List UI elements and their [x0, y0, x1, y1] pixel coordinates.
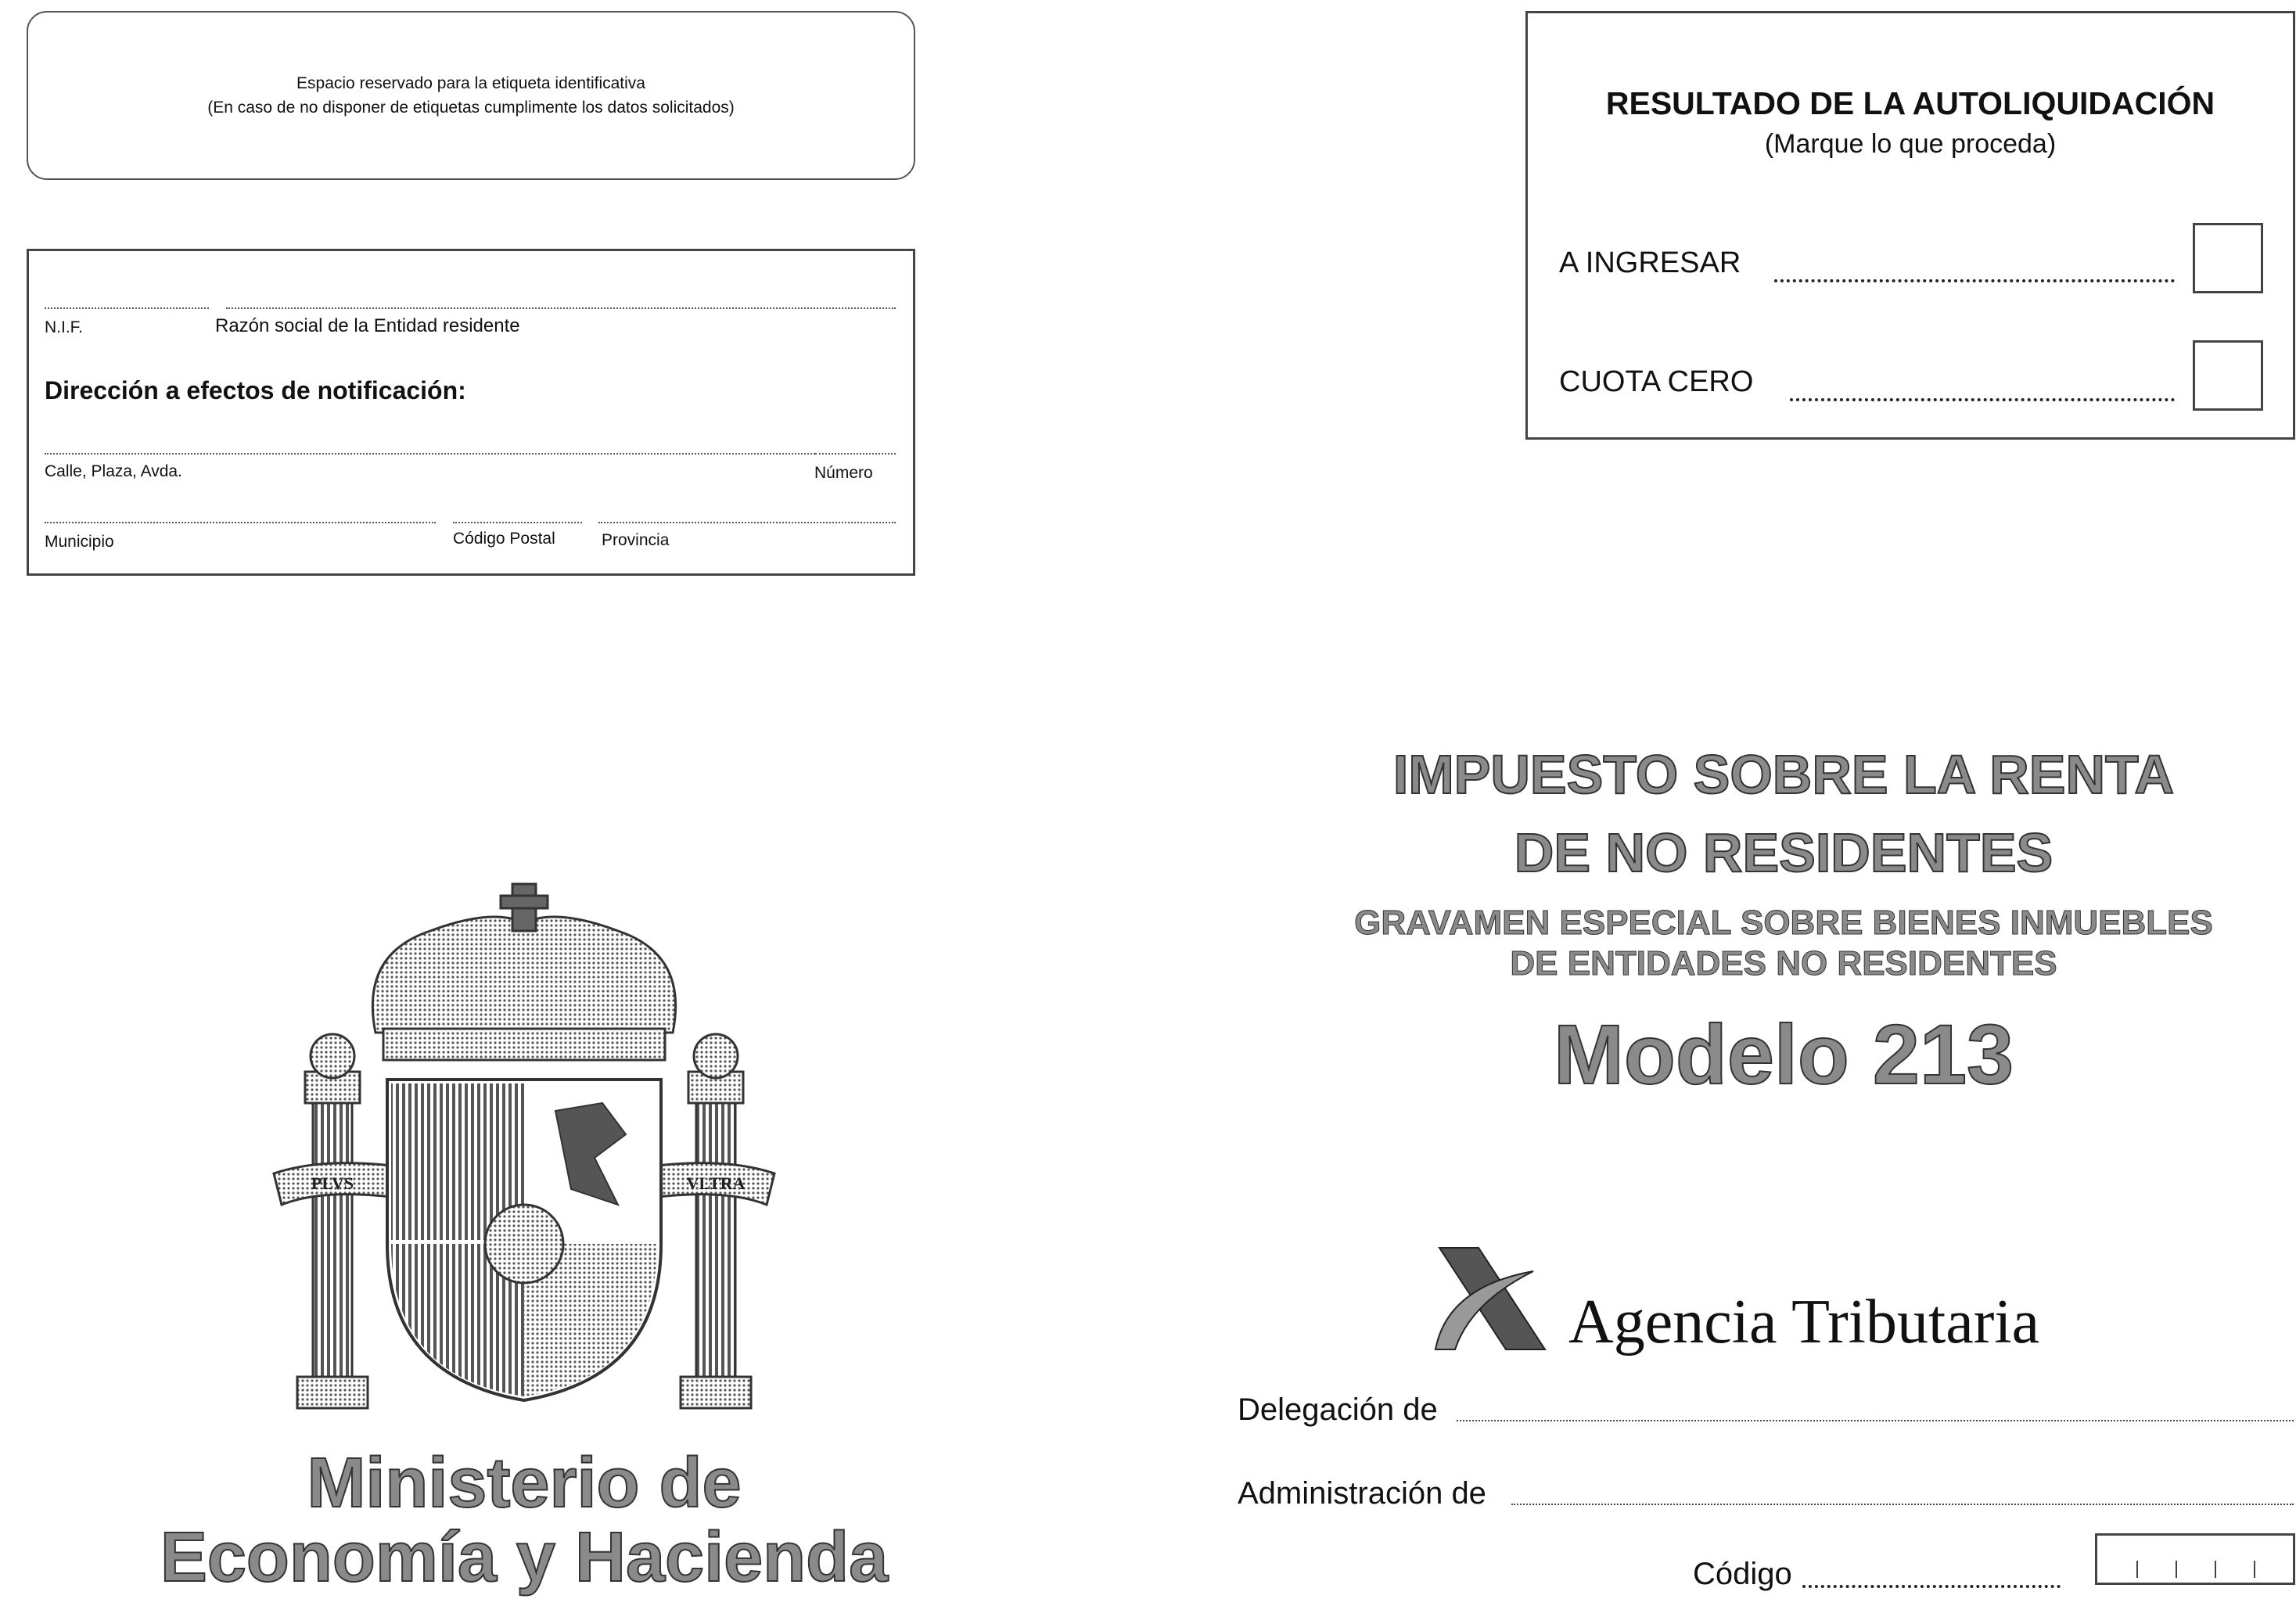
razon-social-field[interactable]: [226, 307, 896, 309]
cuota-cero-leader: [1790, 398, 2175, 401]
label-space-box: [27, 11, 915, 180]
ministry-line1: Ministerio de: [307, 1444, 742, 1522]
codigo-input-box[interactable]: [2095, 1533, 2295, 1585]
administracion-label: Administración de: [1238, 1476, 1486, 1511]
codigo-leader: [1802, 1585, 2061, 1588]
shield-icon: [387, 1080, 661, 1400]
codigo-label: Código: [1693, 1557, 1792, 1591]
notification-address-title: Dirección a efectos de notificación:: [45, 376, 466, 404]
code-box-divider: [2215, 1561, 2216, 1578]
postal-code-field[interactable]: [453, 522, 582, 523]
cuota-cero-checkbox[interactable]: [2193, 340, 2263, 411]
model-title: Modelo 213: [1553, 1007, 2014, 1101]
title-line2: DE NO RESIDENTES: [1514, 822, 2053, 883]
code-box-divider: [2176, 1561, 2177, 1578]
left-pillar-icon: [297, 1034, 368, 1408]
label-box-line1: Espacio reservado para la etiqueta identificativa: [296, 74, 645, 92]
street-field[interactable]: [45, 453, 815, 455]
provincia-field[interactable]: [598, 522, 896, 523]
title-line3: GRAVAMEN ESPECIAL SOBRE BIENES INMUEBLES: [1354, 904, 2213, 942]
postal-code-label: Código Postal: [453, 530, 555, 548]
ingresar-label: A INGRESAR: [1559, 246, 1741, 279]
agencia-tributaria-logo-icon: [1424, 1240, 1549, 1357]
razon-social-label: Razón social de la Entidad residente: [215, 315, 520, 336]
result-title: RESULTADO DE LA AUTOLIQUIDACIÓN: [1605, 85, 2215, 121]
crown-icon: [372, 884, 675, 1060]
nif-label: N.I.F.: [45, 318, 84, 336]
label-box-line2: (En caso de no disponer de etiquetas cumplimente los datos solicitados): [207, 99, 735, 117]
title-line1: IMPUESTO SOBRE LA RENTA: [1392, 744, 2175, 805]
administracion-field[interactable]: [1511, 1504, 2294, 1505]
ministry-line2: Economía y Hacienda: [160, 1518, 889, 1597]
municipio-field[interactable]: [45, 522, 436, 523]
number-label: Número: [814, 464, 873, 482]
street-label: Calle, Plaza, Avda.: [45, 462, 182, 480]
delegacion-label: Delegación de: [1238, 1392, 1438, 1427]
code-box-divider: [2254, 1561, 2255, 1578]
right-pillar-icon: [681, 1034, 751, 1408]
coat-of-arms-emblem: [258, 876, 790, 1424]
identification-box: [27, 249, 915, 576]
ingresar-checkbox[interactable]: [2193, 223, 2263, 293]
delegacion-field[interactable]: [1457, 1420, 2294, 1421]
result-subtitle: (Marque lo que proceda): [1764, 129, 2057, 159]
provincia-label: Provincia: [602, 531, 670, 549]
municipio-label: Municipio: [45, 533, 114, 551]
result-box: [1525, 11, 2295, 440]
nif-field[interactable]: [45, 307, 209, 309]
title-line4: DE ENTIDADES NO RESIDENTES: [1510, 944, 2057, 983]
cuota-cero-label: CUOTA CERO: [1559, 365, 1754, 398]
motto-left: PLVS: [311, 1173, 354, 1193]
motto-right: VLTRA: [686, 1173, 746, 1193]
ingresar-leader: [1774, 279, 2175, 282]
number-field[interactable]: [815, 453, 896, 455]
agencia-tributaria-name: Agencia Tributaria: [1568, 1288, 2040, 1356]
code-box-divider: [2136, 1561, 2138, 1578]
